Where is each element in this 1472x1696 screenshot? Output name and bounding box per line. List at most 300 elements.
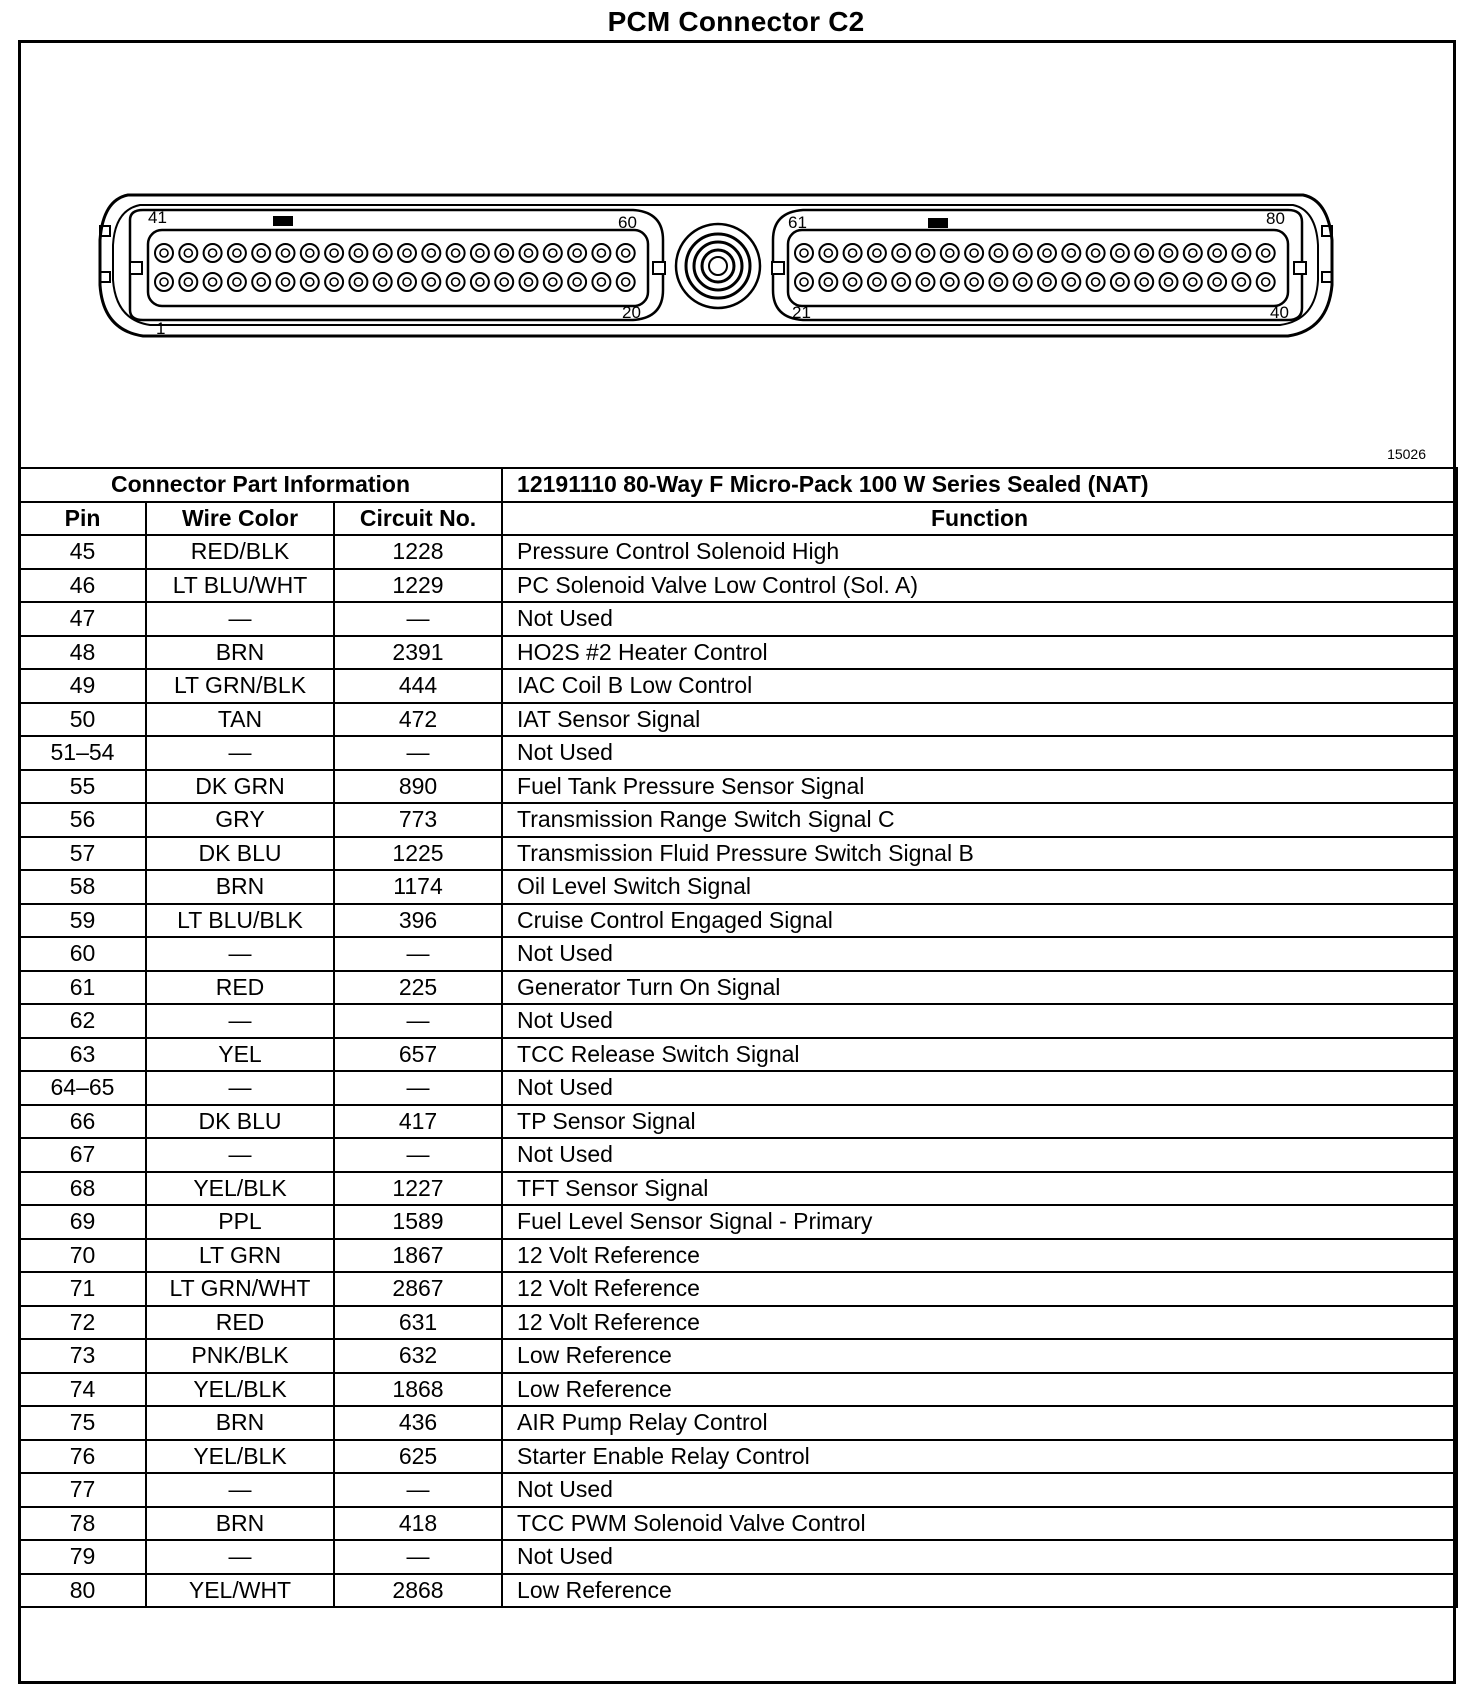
pin-cavity	[1184, 244, 1202, 262]
pin-cavity	[1208, 244, 1226, 262]
table-row	[19, 1172, 1457, 1206]
pin-cavity	[1014, 273, 1032, 291]
circuit-number-cell: 417	[334, 1105, 502, 1139]
pin-terminal	[622, 278, 630, 286]
pin-cell: 47	[19, 602, 146, 636]
header-wire-color: Wire Color	[146, 502, 334, 536]
wire-color-cell: BRN	[146, 870, 334, 904]
table-row	[19, 636, 1457, 670]
pin-cell: 67	[19, 1138, 146, 1172]
pin-terminal	[849, 249, 857, 257]
pin-cavity	[1184, 273, 1202, 291]
pin-terminal	[209, 249, 217, 257]
header-function: Function	[502, 502, 1457, 536]
pin-cell: 55	[19, 770, 146, 804]
pin-terminal	[525, 278, 533, 286]
right-block-side-tab	[772, 262, 784, 274]
function-cell: Low Reference	[502, 1574, 1457, 1608]
function-cell: AIR Pump Relay Control	[502, 1406, 1457, 1440]
pin-cavity	[471, 273, 489, 291]
pin-cell: 62	[19, 1004, 146, 1038]
pin-terminal	[994, 278, 1002, 286]
pin-terminal	[597, 249, 605, 257]
pin-terminal	[1043, 249, 1051, 257]
function-cell: 12 Volt Reference	[502, 1306, 1457, 1340]
pin-terminal	[800, 278, 808, 286]
table-row	[19, 937, 1457, 971]
circuit-number-cell: —	[334, 602, 502, 636]
pin-terminal	[257, 278, 265, 286]
function-cell: Not Used	[502, 1540, 1457, 1574]
function-cell: Low Reference	[502, 1373, 1457, 1407]
pin-cavity	[1062, 273, 1080, 291]
pin-cavity	[868, 244, 886, 262]
table-row	[19, 904, 1457, 938]
pin-cavity	[179, 244, 197, 262]
pin-terminal	[427, 278, 435, 286]
pin-terminal	[476, 249, 484, 257]
circuit-number-cell: 2868	[334, 1574, 502, 1608]
pin-cavity	[398, 273, 416, 291]
table-row	[19, 837, 1457, 871]
wire-color-cell: —	[146, 1138, 334, 1172]
wire-color-cell: DK BLU	[146, 837, 334, 871]
pin-terminal	[946, 278, 954, 286]
wire-color-cell: TAN	[146, 703, 334, 737]
pin-terminal	[1140, 278, 1148, 286]
circuit-number-cell: 396	[334, 904, 502, 938]
pin-terminal	[160, 278, 168, 286]
pin-terminal	[427, 249, 435, 257]
function-cell: PC Solenoid Valve Low Control (Sol. A)	[502, 569, 1457, 603]
pin-terminal	[1189, 249, 1197, 257]
function-cell: Pressure Control Solenoid High	[502, 535, 1457, 569]
pin-cavity	[592, 244, 610, 262]
pin-cell: 45	[19, 535, 146, 569]
pin-cavity	[1111, 273, 1129, 291]
pin-cell: 78	[19, 1507, 146, 1541]
pin-cell: 64–65	[19, 1071, 146, 1105]
pin-label-80: 80	[1266, 209, 1285, 228]
pin-table-body	[19, 535, 1457, 1607]
pin-cavity	[965, 244, 983, 262]
wire-color-cell: LT BLU/BLK	[146, 904, 334, 938]
pin-terminal	[184, 278, 192, 286]
pin-cavity	[155, 273, 173, 291]
pin-terminal	[1067, 249, 1075, 257]
pin-cell: 79	[19, 1540, 146, 1574]
pin-terminal	[1116, 278, 1124, 286]
pin-terminal	[306, 249, 314, 257]
pin-cell: 61	[19, 971, 146, 1005]
wire-color-cell: YEL/BLK	[146, 1440, 334, 1474]
left-block-side-tab	[130, 262, 142, 274]
pin-terminal	[306, 278, 314, 286]
pin-cavity	[1232, 244, 1250, 262]
pin-cavity	[1014, 244, 1032, 262]
pin-cell: 56	[19, 803, 146, 837]
function-cell: Not Used	[502, 602, 1457, 636]
pin-terminal	[922, 249, 930, 257]
pin-cell: 60	[19, 937, 146, 971]
wire-color-cell: —	[146, 736, 334, 770]
pin-cell: 50	[19, 703, 146, 737]
left-pin-block-outline	[130, 210, 663, 320]
pin-cavity	[325, 273, 343, 291]
table-row	[19, 770, 1457, 804]
function-cell: TCC PWM Solenoid Valve Control	[502, 1507, 1457, 1541]
circuit-number-cell: 1228	[334, 535, 502, 569]
right-pin-field	[788, 230, 1288, 306]
wire-color-cell: YEL	[146, 1038, 334, 1072]
function-cell: Oil Level Switch Signal	[502, 870, 1457, 904]
pin-terminal	[1165, 278, 1173, 286]
function-cell: Transmission Range Switch Signal C	[502, 803, 1457, 837]
pin-cavity	[617, 244, 635, 262]
pin-cavity	[989, 273, 1007, 291]
function-cell: Not Used	[502, 1004, 1457, 1038]
right-block-side-tab-right	[1294, 262, 1306, 274]
pin-cavity	[422, 273, 440, 291]
function-cell: Fuel Tank Pressure Sensor Signal	[502, 770, 1457, 804]
pin-terminal	[1189, 278, 1197, 286]
pin-cavity	[892, 244, 910, 262]
pin-cell: 73	[19, 1339, 146, 1373]
table-row	[19, 1507, 1457, 1541]
wire-color-cell: BRN	[146, 1406, 334, 1440]
pin-cavity	[819, 244, 837, 262]
pin-terminal	[354, 249, 362, 257]
circuit-number-cell: 1229	[334, 569, 502, 603]
pin-cavity	[941, 273, 959, 291]
table-row	[19, 971, 1457, 1005]
pin-cell: 66	[19, 1105, 146, 1139]
right-pin-block-outline	[773, 210, 1302, 320]
pin-terminal	[1116, 249, 1124, 257]
pin-cell: 46	[19, 569, 146, 603]
circuit-number-cell: 1174	[334, 870, 502, 904]
right-keying-tab	[928, 218, 948, 228]
function-cell: Low Reference	[502, 1339, 1457, 1373]
pin-label-40: 40	[1270, 303, 1289, 322]
pin-cell: 72	[19, 1306, 146, 1340]
center-bolt-core	[709, 257, 727, 275]
wire-color-cell: DK BLU	[146, 1105, 334, 1139]
left-pin-field	[148, 230, 648, 306]
pin-terminal	[849, 278, 857, 286]
pin-terminal	[1140, 249, 1148, 257]
circuit-number-cell: 472	[334, 703, 502, 737]
pin-cavity	[795, 244, 813, 262]
function-cell: Fuel Level Sensor Signal - Primary	[502, 1205, 1457, 1239]
pin-label-61: 61	[788, 213, 807, 232]
pin-cavity	[495, 273, 513, 291]
function-cell: Not Used	[502, 1071, 1457, 1105]
pin-cavity	[252, 273, 270, 291]
pin-cell: 63	[19, 1038, 146, 1072]
pin-terminal	[873, 278, 881, 286]
pin-terminal	[824, 278, 832, 286]
pin-terminal	[873, 249, 881, 257]
pin-cavity	[277, 244, 295, 262]
wire-color-cell: —	[146, 937, 334, 971]
pin-cell: 77	[19, 1473, 146, 1507]
pin-cavity	[447, 244, 465, 262]
function-cell: IAC Coil B Low Control	[502, 669, 1457, 703]
circuit-number-cell: —	[334, 1004, 502, 1038]
pin-cavity	[989, 244, 1007, 262]
pin-cavity	[592, 273, 610, 291]
pin-terminal	[1213, 249, 1221, 257]
pin-cavity	[819, 273, 837, 291]
figure-number: 15026	[1387, 446, 1426, 462]
pin-cavity	[179, 273, 197, 291]
pin-terminal	[994, 249, 1002, 257]
pin-cavity	[471, 244, 489, 262]
pin-terminal	[970, 278, 978, 286]
pin-terminal	[573, 249, 581, 257]
circuit-number-cell: —	[334, 736, 502, 770]
table-row	[19, 736, 1457, 770]
pin-cavity	[374, 273, 392, 291]
circuit-number-cell: —	[334, 1473, 502, 1507]
pin-terminal	[1237, 278, 1245, 286]
pin-terminal	[922, 278, 930, 286]
wire-color-cell: PPL	[146, 1205, 334, 1239]
circuit-number-cell: 631	[334, 1306, 502, 1340]
part-info-value: 12191110 80-Way F Micro-Pack 100 W Series Sealed (NAT)	[502, 468, 1457, 502]
pin-terminal	[549, 249, 557, 257]
table-row	[19, 1071, 1457, 1105]
pin-terminal	[282, 249, 290, 257]
table-row	[19, 1004, 1457, 1038]
pin-cell: 74	[19, 1373, 146, 1407]
pin-cavity	[1038, 244, 1056, 262]
circuit-number-cell: 225	[334, 971, 502, 1005]
pin-cavity	[520, 244, 538, 262]
pin-terminal	[824, 249, 832, 257]
pin-cell: 68	[19, 1172, 146, 1206]
pin-cell: 58	[19, 870, 146, 904]
table-row	[19, 1038, 1457, 1072]
pin-cavity	[1111, 244, 1129, 262]
pin-terminal	[500, 249, 508, 257]
table-row	[19, 1473, 1457, 1507]
pin-cavity	[795, 273, 813, 291]
pin-terminal	[233, 278, 241, 286]
table-row	[19, 703, 1457, 737]
pin-cavity	[568, 273, 586, 291]
function-cell: Not Used	[502, 736, 1457, 770]
function-cell: Not Used	[502, 1138, 1457, 1172]
wire-color-cell: —	[146, 602, 334, 636]
function-cell: Transmission Fluid Pressure Switch Signal B	[502, 837, 1457, 871]
wire-color-cell: YEL/BLK	[146, 1172, 334, 1206]
pin-cavity	[422, 244, 440, 262]
pin-terminal	[897, 249, 905, 257]
pin-cavity	[544, 273, 562, 291]
function-cell: Generator Turn On Signal	[502, 971, 1457, 1005]
pin-cell: 49	[19, 669, 146, 703]
pin-terminal	[970, 249, 978, 257]
circuit-number-cell: 1867	[334, 1239, 502, 1273]
pin-terminal	[1019, 249, 1027, 257]
pin-terminal	[1262, 249, 1270, 257]
pin-cavity	[844, 273, 862, 291]
pin-cavity	[447, 273, 465, 291]
pin-terminal	[233, 249, 241, 257]
pin-cavity	[917, 244, 935, 262]
wire-color-cell: DK GRN	[146, 770, 334, 804]
pin-cell: 75	[19, 1406, 146, 1440]
pin-terminal	[800, 249, 808, 257]
pin-cell: 51–54	[19, 736, 146, 770]
pin-cavity	[349, 244, 367, 262]
wire-color-cell: RED/BLK	[146, 535, 334, 569]
pin-terminal	[282, 278, 290, 286]
circuit-number-cell: 890	[334, 770, 502, 804]
pin-terminal	[1092, 249, 1100, 257]
function-cell: Cruise Control Engaged Signal	[502, 904, 1457, 938]
pin-cavity	[844, 244, 862, 262]
circuit-number-cell: 1868	[334, 1373, 502, 1407]
pin-cavity	[868, 273, 886, 291]
circuit-number-cell: 2867	[334, 1272, 502, 1306]
pin-cell: 48	[19, 636, 146, 670]
header-circuit-number: Circuit No.	[334, 502, 502, 536]
pin-cavity	[1160, 273, 1178, 291]
table-row	[19, 1373, 1457, 1407]
pin-terminal	[476, 278, 484, 286]
pin-cavity	[965, 273, 983, 291]
pin-cavity	[398, 244, 416, 262]
pin-cavity	[301, 244, 319, 262]
table-row	[19, 1272, 1457, 1306]
pin-cavity	[1062, 244, 1080, 262]
pin-terminal	[330, 278, 338, 286]
wire-color-cell: —	[146, 1004, 334, 1038]
function-cell: 12 Volt Reference	[502, 1272, 1457, 1306]
pin-cavity	[1087, 273, 1105, 291]
pin-cavity	[1160, 244, 1178, 262]
pin-terminal	[209, 278, 217, 286]
pin-terminal	[379, 249, 387, 257]
wire-color-cell: BRN	[146, 1507, 334, 1541]
table-row	[19, 1406, 1457, 1440]
center-bolt-ring-3	[702, 250, 734, 282]
function-cell: Not Used	[502, 937, 1457, 971]
pin-terminal	[597, 278, 605, 286]
pin-cavity	[1135, 244, 1153, 262]
pin-terminal	[452, 278, 460, 286]
table-row	[19, 1540, 1457, 1574]
circuit-number-cell: 418	[334, 1507, 502, 1541]
pin-cavity	[252, 244, 270, 262]
pin-cell: 57	[19, 837, 146, 871]
circuit-number-cell: —	[334, 1138, 502, 1172]
function-cell: HO2S #2 Heater Control	[502, 636, 1457, 670]
table-row	[19, 1306, 1457, 1340]
pin-terminal	[403, 249, 411, 257]
table-row	[19, 569, 1457, 603]
table-row	[19, 1574, 1457, 1608]
circuit-number-cell: 1227	[334, 1172, 502, 1206]
function-cell: Starter Enable Relay Control	[502, 1440, 1457, 1474]
pin-cavity	[228, 244, 246, 262]
pin-cell: 69	[19, 1205, 146, 1239]
table-row	[19, 1339, 1457, 1373]
pin-cavity	[204, 244, 222, 262]
pin-terminal	[1043, 278, 1051, 286]
pin-cavity	[544, 244, 562, 262]
pin-cavity	[568, 244, 586, 262]
wire-color-cell: YEL/WHT	[146, 1574, 334, 1608]
wire-color-cell: —	[146, 1071, 334, 1105]
pin-cavity	[374, 244, 392, 262]
wire-color-cell: —	[146, 1473, 334, 1507]
pin-cavity	[1038, 273, 1056, 291]
table-row	[19, 669, 1457, 703]
wire-color-cell: LT GRN/BLK	[146, 669, 334, 703]
pin-cavity	[325, 244, 343, 262]
circuit-number-cell: 773	[334, 803, 502, 837]
circuit-number-cell: 1225	[334, 837, 502, 871]
circuit-number-cell: 625	[334, 1440, 502, 1474]
table-row	[19, 1440, 1457, 1474]
pin-cavity	[1257, 273, 1275, 291]
pin-terminal	[1019, 278, 1027, 286]
pin-cavity	[155, 244, 173, 262]
pin-terminal	[897, 278, 905, 286]
pin-cavity	[1232, 273, 1250, 291]
wire-color-cell: RED	[146, 1306, 334, 1340]
pin-label-21: 21	[792, 303, 811, 322]
pin-terminal	[1237, 249, 1245, 257]
wire-color-cell: LT GRN/WHT	[146, 1272, 334, 1306]
table-row	[19, 1239, 1457, 1273]
connector-face-drawing	[18, 40, 1456, 470]
pin-terminal	[946, 249, 954, 257]
wire-color-cell: LT GRN	[146, 1239, 334, 1273]
pin-cell: 76	[19, 1440, 146, 1474]
pin-terminal	[184, 249, 192, 257]
pin-terminal	[403, 278, 411, 286]
center-bolt-outer	[676, 224, 760, 308]
page-title: PCM Connector C2	[607, 6, 865, 37]
circuit-number-cell: 2391	[334, 636, 502, 670]
pin-cavity	[349, 273, 367, 291]
left-pin-grid	[155, 244, 635, 291]
table-row	[19, 803, 1457, 837]
table-row	[19, 1205, 1457, 1239]
pin-terminal	[500, 278, 508, 286]
pin-label-20: 20	[622, 303, 641, 322]
wire-color-cell: GRY	[146, 803, 334, 837]
pin-table	[18, 467, 1458, 1608]
pin-cavity	[495, 244, 513, 262]
function-cell: TFT Sensor Signal	[502, 1172, 1457, 1206]
part-info-label: Connector Part Information	[19, 468, 502, 502]
pin-terminal	[525, 249, 533, 257]
wire-color-cell: LT BLU/WHT	[146, 569, 334, 603]
pin-cavity	[520, 273, 538, 291]
pin-terminal	[330, 249, 338, 257]
pin-cavity	[228, 273, 246, 291]
pin-cavity	[617, 273, 635, 291]
pin-cavity	[917, 273, 935, 291]
pin-terminal	[1165, 249, 1173, 257]
table-row	[19, 602, 1457, 636]
